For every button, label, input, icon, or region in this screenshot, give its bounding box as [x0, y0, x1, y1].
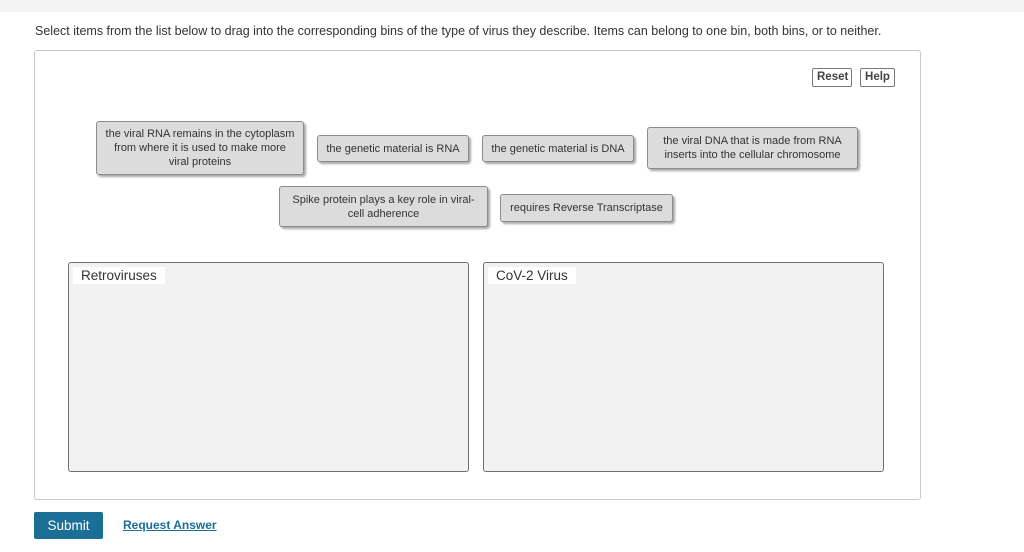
top-strip [0, 0, 1024, 12]
draggable-item-reverse-transcriptase[interactable]: requires Reverse Transcriptase [500, 194, 673, 222]
bin-label-retroviruses: Retroviruses [73, 267, 165, 284]
instructions-text: Select items from the list below to drag into the corresponding bins of the type of virus they describe. Items can belong to one bin, both bins, or to neither. [35, 24, 882, 38]
bin-retroviruses[interactable] [68, 262, 469, 472]
bin-label-cov2: CoV-2 Virus [488, 267, 576, 284]
request-answer-link[interactable]: Request Answer [123, 518, 217, 532]
submit-button[interactable]: Submit [34, 512, 103, 539]
reset-button[interactable]: Reset [812, 68, 852, 87]
help-button[interactable]: Help [860, 68, 895, 87]
draggable-item-genetic-rna[interactable]: the genetic material is RNA [317, 135, 469, 162]
draggable-item-dna-inserts[interactable]: the viral DNA that is made from RNA inserts into the cellular chromosome [647, 127, 858, 169]
draggable-item-rna-cytoplasm[interactable]: the viral RNA remains in the cytoplasm from where it is used to make more viral proteins [96, 121, 304, 175]
bin-cov2-virus[interactable] [483, 262, 884, 472]
draggable-item-genetic-dna[interactable]: the genetic material is DNA [482, 135, 634, 162]
draggable-item-spike-protein[interactable]: Spike protein plays a key role in viral-cell adherence [279, 186, 488, 227]
